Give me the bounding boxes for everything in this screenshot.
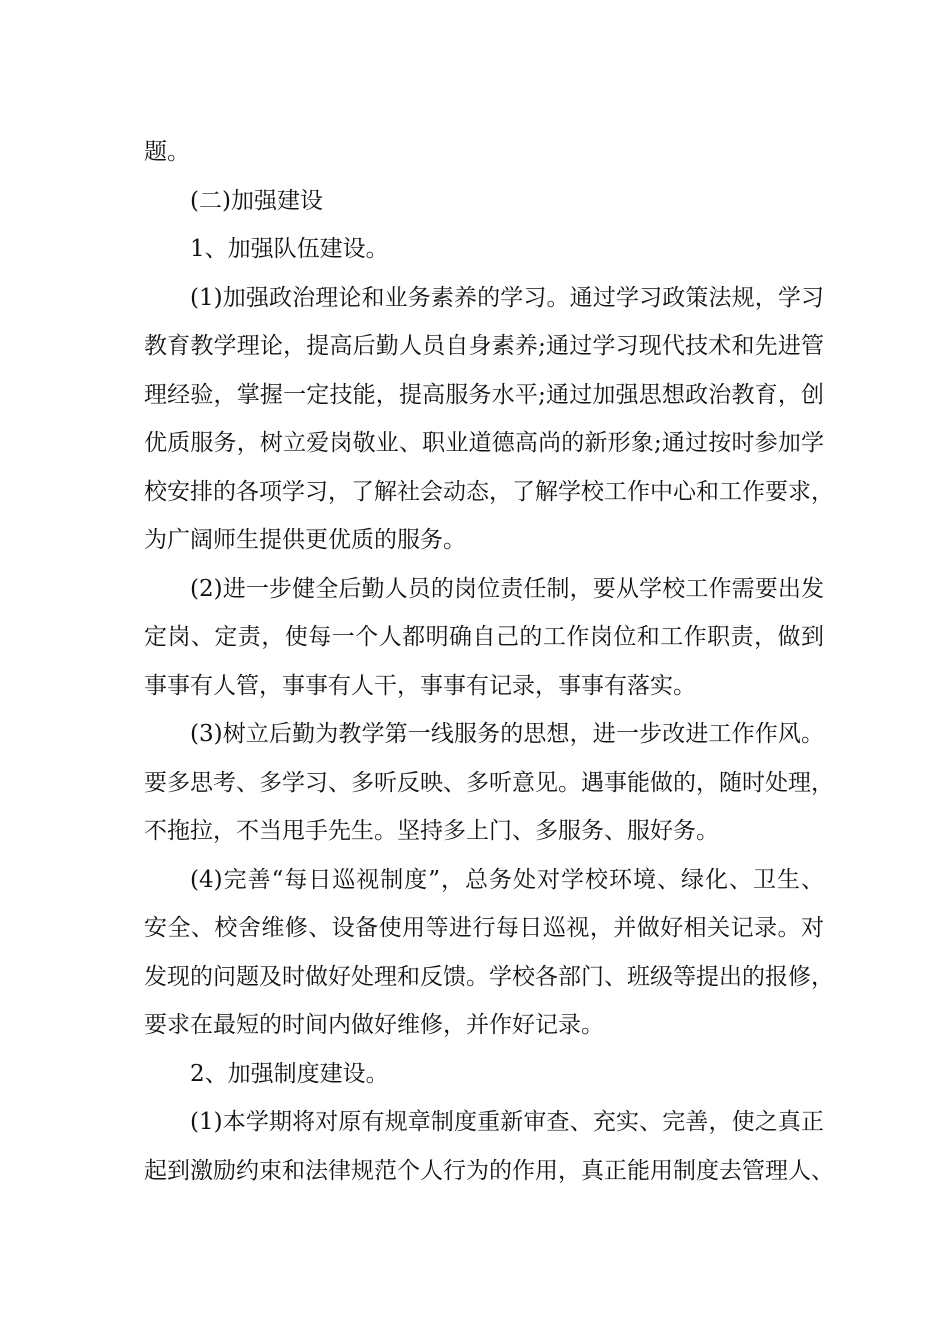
paragraph-item-2 <box>144 565 824 711</box>
text-line: 起到激励约束和法律规范个人行为的作用，真正能用制度去管理人、 <box>144 1157 834 1184</box>
text-line: (二)加强建设 <box>190 187 323 214</box>
text-line: 教育教学理论，提高后勤人员自身素养;通过学习现代技术和先进管 <box>144 333 824 359</box>
text-line: 发现的问题及时做好处理和反馈。学校各部门、班级等提出的报修， <box>144 963 834 990</box>
text-line: 校安排的各项学习，了解社会动态，了解学校工作中心和工作要求， <box>144 478 834 505</box>
text-line: 题。 <box>144 139 190 165</box>
paragraph-item-5 <box>144 1098 834 1195</box>
text-line: 优质服务，树立爱岗敬业、职业道德高尚的新形象;通过按时参加学 <box>144 430 824 456</box>
text-line: 定岗、定责，使每一个人都明确自己的工作岗位和工作职责，做到 <box>144 624 824 650</box>
text-line: (1)本学期将对原有规章制度重新审查、充实、完善，使之真正 <box>190 1109 824 1135</box>
paragraph-item-1 <box>144 274 834 565</box>
text-line: (1)加强政治理论和业务素养的学习。通过学习政策法规，学习 <box>190 284 824 311</box>
text-line: 2、加强制度建设。 <box>190 1060 389 1087</box>
text-line: (3)树立后勤为教学第一线服务的思想，进一步改进工作作风。 <box>190 721 824 747</box>
text-line: 要求在最短的时间内做好维修，并作好记录。 <box>144 1012 604 1038</box>
text-line: 安全、校舍维修、设备使用等进行每日巡视，并做好相关记录。对 <box>144 915 824 941</box>
text-line: 理经验，掌握一定技能，提高服务水平;通过加强思想政治教育，创 <box>144 381 824 408</box>
paragraph-continuation <box>144 128 824 177</box>
text-line: 1、加强队伍建设。 <box>190 236 389 262</box>
text-line: 要多思考、多学习、多听反映、多听意见。遇事能做的，随时处理， <box>144 769 834 796</box>
subsection-heading <box>144 225 824 274</box>
section-heading <box>144 177 824 226</box>
document-body <box>144 128 834 1195</box>
paragraph-item-4 <box>144 856 834 1050</box>
paragraph-item-3 <box>144 710 834 856</box>
text-line: 事事有人管，事事有人干，事事有记录，事事有落实。 <box>144 672 696 699</box>
subsection-heading <box>144 1050 824 1099</box>
text-line: 为广阔师生提供更优质的服务。 <box>144 527 466 553</box>
text-line: 不拖拉，不当甩手先生。坚持多上门、多服务、服好务。 <box>144 818 719 844</box>
text-line: (2)进一步健全后勤人员的岗位责任制，要从学校工作需要出发 <box>190 575 824 602</box>
text-line: (4)完善“每日巡视制度”，总务处对学校环境、绿化、卫生、 <box>190 866 824 893</box>
